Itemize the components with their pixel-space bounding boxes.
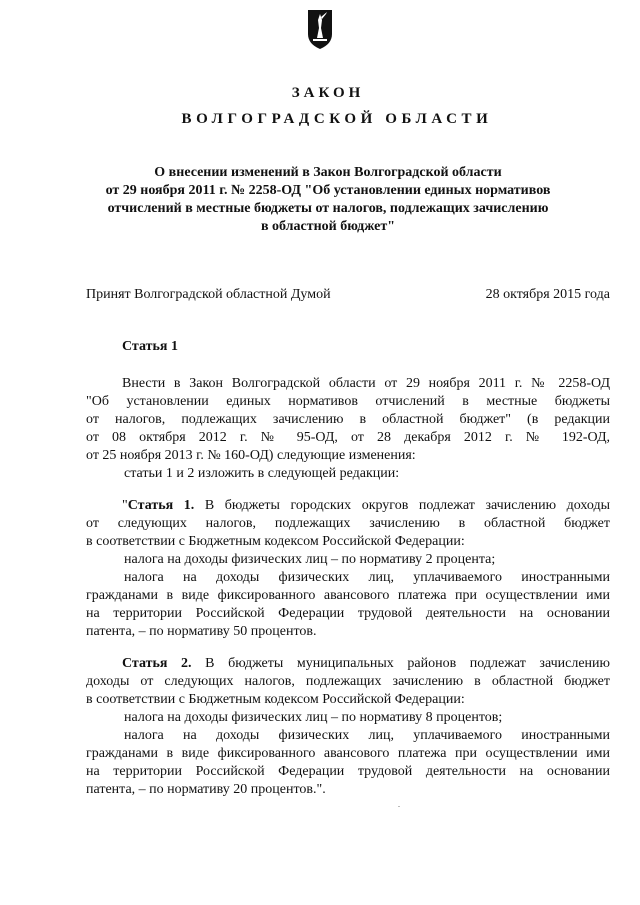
paragraph-line: налога на доходы физических лиц – по нормативу 2 процента; [124, 552, 496, 567]
subtitle-line: от 29 ноября 2011 г. № 2258-ОД "Об установлении единых нормативов [105, 183, 551, 198]
law-title: ЗАКОН [291, 85, 365, 101]
adopted-by: Принят Волгоградской областной Думой [86, 287, 331, 302]
paragraph-line: доходы от следующих налогов, подлежащих зачислению в областной бюджет [86, 674, 610, 689]
paragraph-line: налога на доходы физических лиц, уплачиваемого иностранными [124, 570, 610, 585]
quote-mark: " [122, 498, 128, 513]
article-label: Статья 1. [127, 498, 195, 513]
coat-of-arms-icon [306, 8, 334, 50]
paragraph-line: на территории Российской Федерации трудовой деятельности на основании [86, 606, 610, 621]
article-heading: Статья 1 [122, 339, 178, 354]
paragraph-line: патента, – по нормативу 20 процентов.". [86, 782, 326, 797]
paragraph-line: в соответствии с Бюджетным кодексом Российской Федерации: [86, 692, 465, 707]
paragraph-line: от 08 октября 2012 г. № 95-ОД, от 28 декабря 2012 г. № 192-ОД, [86, 430, 610, 445]
scan-mark [398, 806, 400, 807]
paragraph-line: налога на доходы физических лиц – по нормативу 8 процентов; [124, 710, 503, 725]
article-text: В бюджеты городских округов подлежат зачислению доходы [194, 498, 610, 513]
subtitle-line: отчислений в местные бюджеты от налогов, подлежащих зачислению [107, 201, 549, 216]
paragraph-line: от 25 ноября 2013 г. № 160-ОД) следующие изменения: [86, 448, 416, 463]
paragraph-line: гражданами в виде фиксированного авансового платежа при осуществлении ими [86, 588, 610, 603]
paragraph-line: патента, – по нормативу 50 процентов. [86, 624, 317, 639]
paragraph-line: гражданами в виде фиксированного авансового платежа при осуществлении ими [86, 746, 610, 761]
adoption-date: 28 октября 2015 года [485, 287, 610, 302]
paragraph-line: от следующих налогов, подлежащих зачислению в областной бюджет [86, 516, 610, 531]
paragraph-line: Внести в Закон Волгоградской области от 29 ноября 2011 г. № 2258-ОД [122, 376, 610, 391]
article-text: В бюджеты муниципальных районов подлежат зачислению [191, 656, 610, 671]
paragraph-line: налога на доходы физических лиц, уплачиваемого иностранными [124, 728, 610, 743]
paragraph-line: на территории Российской Федерации трудовой деятельности на основании [86, 764, 610, 779]
quoted-article-2-first-line [122, 655, 610, 673]
article-label: Статья 2. [122, 656, 192, 671]
paragraph-line: статьи 1 и 2 изложить в следующей редакции: [124, 466, 400, 481]
subtitle-line: в областной бюджет" [260, 219, 396, 234]
paragraph-line: в соответствии с Бюджетным кодексом Российской Федерации: [86, 534, 465, 549]
paragraph-line: "Об установлении единых нормативов отчислений в местные бюджеты [86, 394, 610, 409]
quoted-article-1-first-line [122, 497, 610, 515]
law-subtitle [78, 164, 578, 236]
subtitle-line: О внесении изменений в Закон Волгоградской области [154, 165, 502, 180]
law-region: ВОЛГОГРАДСКОЙ ОБЛАСТИ [181, 111, 493, 127]
paragraph-line: от налогов, подлежащих зачислению в областной бюджет" (в редакции [86, 412, 610, 427]
